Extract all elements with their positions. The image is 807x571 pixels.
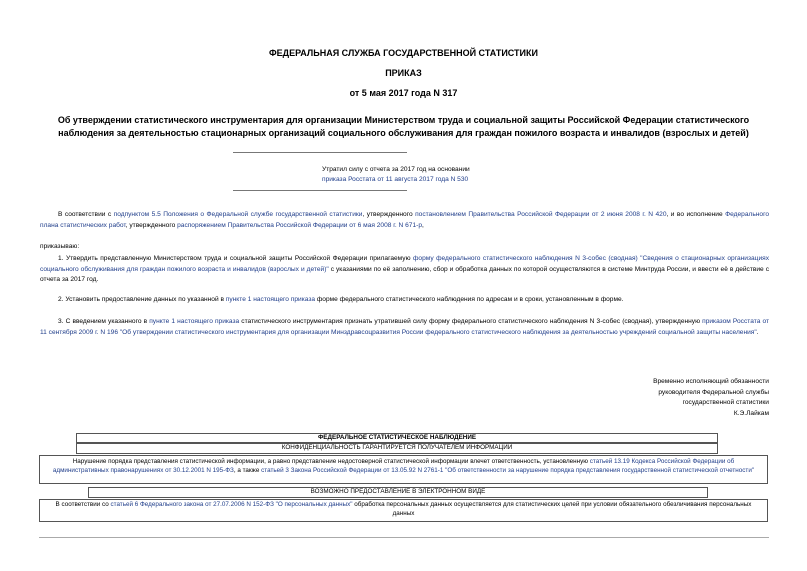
signature-name: К.Э.Лайкам	[733, 409, 769, 417]
personal-data-link-law[interactable]: статьей 6 Федерального закона от 27.07.2006 N 152-ФЗ "О персональных данных"	[110, 501, 353, 508]
form-box-personal-data	[39, 499, 768, 522]
liability-text-2: , а также	[233, 466, 262, 474]
preamble-text-1: В соответствии с	[58, 211, 114, 218]
preamble-link-federal-plan[interactable]: Федерального плана статистических работ	[40, 211, 770, 229]
agency-name: ФЕДЕРАЛЬНАЯ СЛУЖБА ГОСУДАРСТВЕННОЙ СТАТИСТИКИ	[269, 48, 538, 58]
form-box-liability	[39, 455, 768, 484]
order-word: приказываю:	[40, 243, 80, 250]
item-3-link-item1[interactable]: пункте 1 настоящего приказа	[149, 318, 240, 325]
form-box-electronic: ВОЗМОЖНО ПРЕДОСТАВЛЕНИЕ В ЭЛЕКТРОННОМ ВИДЕ	[88, 487, 708, 498]
item-2-paragraph	[40, 295, 769, 306]
item-3-link-order-196[interactable]: приказом Росстата от 11 сентября 2009 г. N 196 "Об утверждении статистического инструментария для организации Минздравсоцразвития России федерального статистического наблюдения за деятельностью учреждений социальной защиты населения"	[40, 318, 769, 336]
divider-top	[233, 152, 407, 153]
preamble-text-3: , и во исполнение	[666, 211, 726, 218]
form-box-federal-observation: ФЕДЕРАЛЬНОЕ СТАТИСТИЧЕСКОЕ НАБЛЮДЕНИЕ	[76, 433, 718, 443]
item-2-link-item1[interactable]: пункте 1 настоящего приказа	[225, 296, 316, 303]
item-1-text-2: с указаниями по её заполнению, сбор и обработка данных по которой осуществляются в системе Минтруда России, и ввести её в действие с отчета за 2017 год.	[40, 265, 770, 284]
item-3-paragraph	[40, 317, 769, 338]
divider-bottom	[233, 190, 407, 191]
signature-line-3: государственной статистики	[682, 399, 769, 407]
liability-link-koap[interactable]: статьей 13.19 Кодекса Российской Федерации об административных правонарушениях от 30.12.2001 N 195-ФЗ	[52, 458, 735, 474]
lost-force-text: Утратил силу с отчета за 2017 год на основании	[322, 166, 470, 173]
form-box-confidentiality: КОНФИДЕНЦИАЛЬНОСТЬ ГАРАНТИРУЕТСЯ ПОЛУЧАТЕЛЕМ ИНФОРМАЦИИ	[76, 443, 718, 454]
item-2-text-2: форме федерального статистического наблюдения по адресам и в сроки, установленным в форме.	[315, 296, 624, 303]
preamble-text-4: , утвержденного	[125, 221, 178, 229]
document-title: Об утверждении статистического инструментария для организации Министерством труда и социальной защиты Российской Федерации статистического наблюдения за деятельностью стационарных организаций социального обслуживания для граждан пожилого возраста и инвалидов (взрослых и детей)	[57, 115, 750, 138]
item-2-text-1: 2. Установить предоставление данных по указанной в	[58, 296, 226, 303]
bottom-divider	[39, 537, 769, 538]
personal-data-text-1: В соответствии со	[55, 501, 111, 508]
document-date-number: от 5 мая 2017 года N 317	[349, 88, 458, 98]
preamble-paragraph	[40, 210, 769, 231]
lost-force-note	[322, 165, 622, 185]
item-1-paragraph	[40, 254, 769, 286]
signature-block	[560, 377, 769, 419]
personal-data-text-2: обработка персональных данных осуществляется для статистических целей при условии обязательного обезличивания персональных данных	[352, 501, 752, 517]
preamble-text-2: , утвержденного	[362, 211, 416, 218]
document-type: ПРИКАЗ	[385, 68, 422, 78]
item-3-text-1: 3. С введением указанного в	[58, 318, 150, 325]
liability-link-law[interactable]: статьей 3 Закона Российской Федерации от 13.05.92 N 2761-1 "Об ответственности за нарушение порядка представления государственной статистической отчетности"	[261, 466, 755, 474]
signature-line-2: руководителя Федеральной службы	[658, 388, 769, 396]
preamble-text-5: ,	[422, 221, 424, 229]
item-1-text-1: 1. Утвердить представленную Министерством труда и социальной защиты Российской Федерации прилагаемую	[58, 255, 413, 262]
item-3-text-2: статистического инструментария признать утратившей силу форму федерального статистического наблюдения N 3-собес (сводная), утвержденную	[239, 318, 703, 325]
preamble-link-order[interactable]: распоряжением Правительства Российской Федерации от 6 мая 2008 г. N 671-р	[177, 221, 422, 229]
signature-line-1: Временно исполняющий обязанности	[653, 378, 769, 385]
preamble-link-subparagraph[interactable]: подпунктом 5.5 Положения о Федеральной службе государственной статистики	[113, 211, 363, 218]
liability-text-1: Нарушение порядка представления статистической информации, а равно представление недостоверной статистической информации влечет ответственность, установленную	[72, 458, 590, 465]
item-1-link-form[interactable]: форму федерального статистического наблюдения N 3-собес (сводная) "Сведения о стационарных организациях социального обслуживания для граждан пожилого возраста и инвалидов (взрослых и детей)"	[40, 255, 769, 273]
lost-force-link[interactable]: приказа Росстата от 11 августа 2017 года N 530	[322, 175, 469, 183]
preamble-link-resolution[interactable]: постановлением Правительства Российской Федерации от 2 июня 2008 г. N 420	[415, 211, 667, 218]
item-3-text-3: .	[756, 328, 759, 336]
